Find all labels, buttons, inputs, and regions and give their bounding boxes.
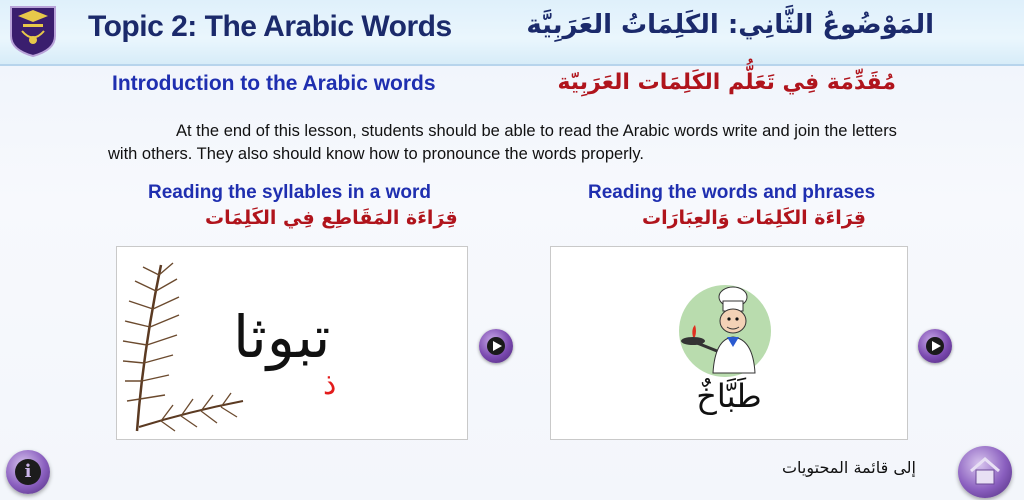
words-section-title-arabic: قِرَاءَة الكَلِمَات وَالعِبَارَات bbox=[642, 207, 866, 229]
words-play-button[interactable] bbox=[918, 329, 952, 363]
lesson-description: At the end of this lesson, students should be able to read the Arabic words write and join the letters with others. They also should know how to pronounce the words properly. bbox=[108, 122, 897, 163]
words-panel[interactable] bbox=[550, 246, 908, 440]
info-button[interactable] bbox=[6, 450, 50, 494]
palm-frond-icon bbox=[121, 261, 247, 437]
play-icon bbox=[926, 337, 944, 355]
syllable-letters: تبوثا bbox=[233, 303, 331, 371]
info-icon: i bbox=[15, 459, 41, 485]
syllables-section-title: Reading the syllables in a word bbox=[148, 182, 431, 203]
home-icon bbox=[968, 456, 1002, 488]
play-icon bbox=[487, 337, 505, 355]
intro-heading: Introduction to the Arabic words bbox=[112, 72, 436, 95]
syllables-play-button[interactable] bbox=[479, 329, 513, 363]
table-of-contents-link[interactable]: إلى قائمة المحتويات bbox=[781, 458, 916, 477]
intro-heading-arabic: مُقَدِّمَة فِي تَعَلُّم الكَلِمَات العَرَبِيّة bbox=[557, 70, 896, 95]
highlighted-letter: ذ bbox=[323, 367, 337, 402]
words-section-title: Reading the words and phrases bbox=[588, 182, 876, 203]
chef-icon bbox=[677, 281, 773, 381]
page-title-arabic: المَوْضُوعُ الثَّانِي: الكَلِمَاتُ العَرَبِيَّة bbox=[526, 10, 934, 40]
header-bar bbox=[0, 0, 1024, 66]
page-title: Topic 2: The Arabic Words bbox=[88, 10, 452, 43]
university-logo-icon bbox=[8, 4, 58, 58]
arabic-word: طَبَّاخٌ bbox=[696, 377, 762, 415]
syllables-section-title-arabic: قِرَاءَة المَقَاطِع فِي الكَلِمَات bbox=[205, 207, 458, 229]
home-button[interactable] bbox=[958, 446, 1012, 498]
syllables-panel[interactable] bbox=[116, 246, 468, 440]
